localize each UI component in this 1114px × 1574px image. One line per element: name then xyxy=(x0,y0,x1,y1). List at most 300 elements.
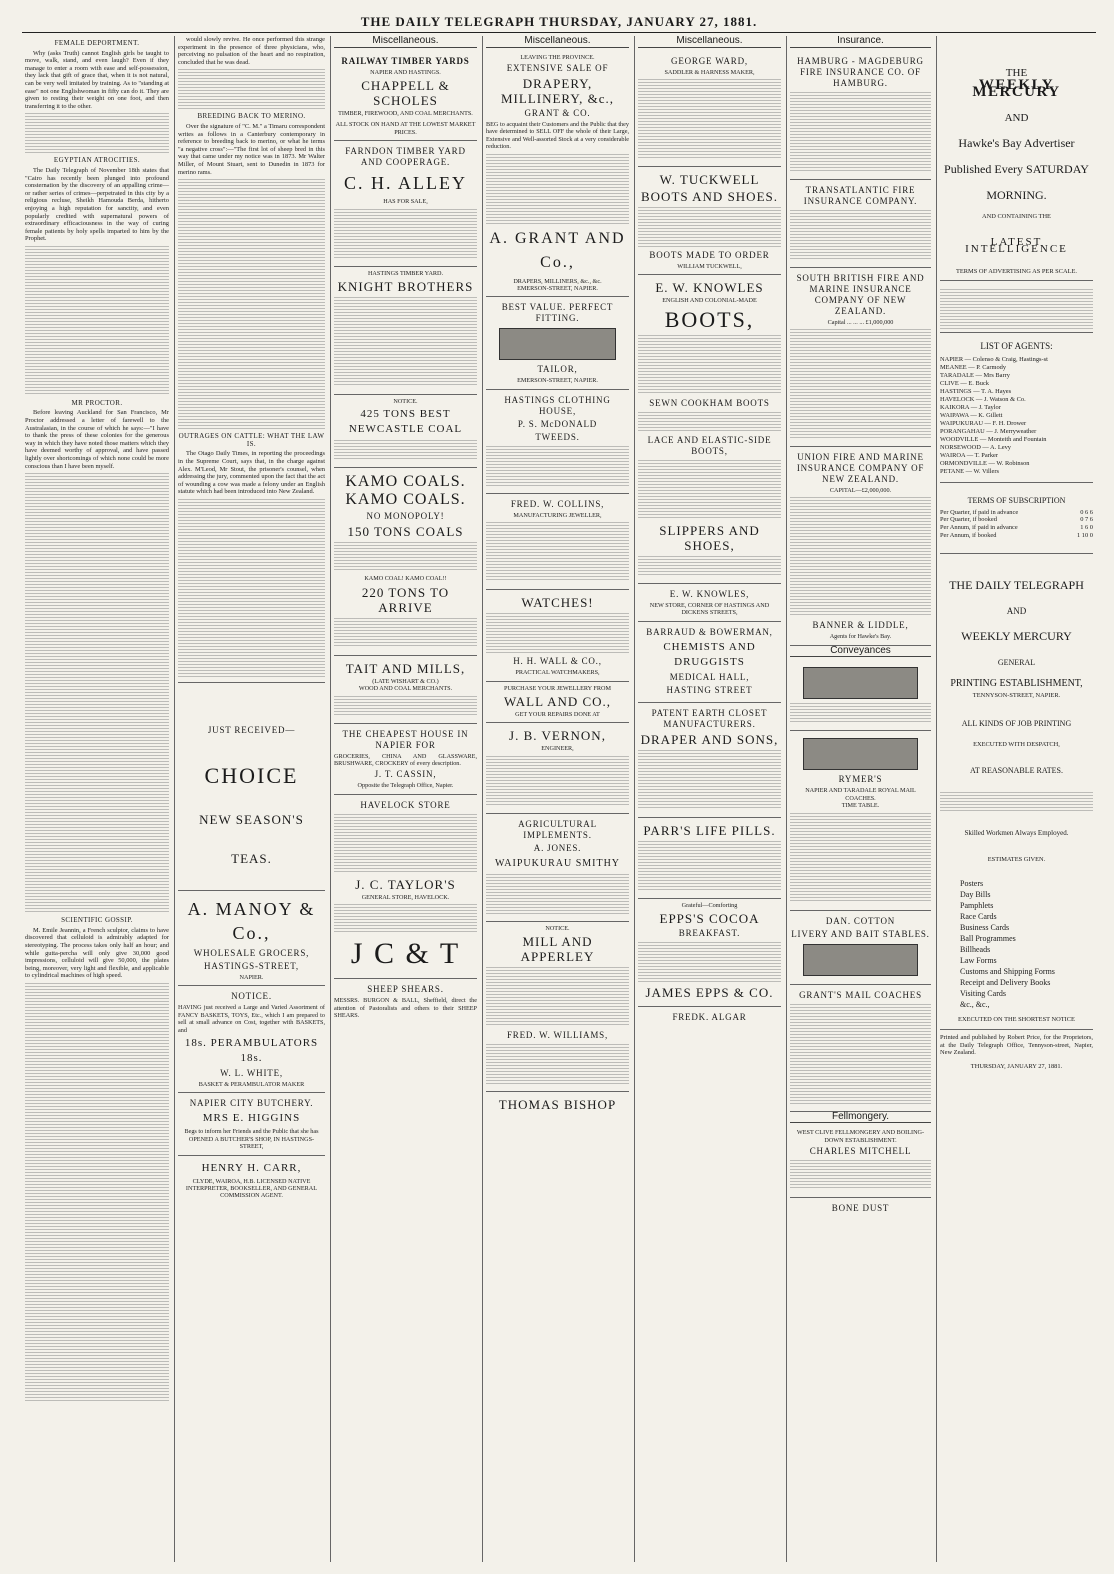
bishop-name: THOMAS BISHOP xyxy=(498,1097,617,1113)
text-filler xyxy=(790,1004,931,1104)
breeding-heading: BREEDING BACK TO MERINO. xyxy=(197,112,306,121)
print-item: Billheads xyxy=(960,944,991,954)
print-item: Pamphlets xyxy=(960,900,994,910)
text-filler xyxy=(638,79,781,159)
column-2 xyxy=(174,36,328,1562)
the-word: THE xyxy=(1005,67,1028,79)
text-filler xyxy=(486,613,629,653)
banner-name: BANNER & LIDDLE, xyxy=(812,620,909,631)
chappell-name: CHAPPELL & SCHOLES xyxy=(361,78,450,108)
text-filler xyxy=(334,209,477,259)
text-filler xyxy=(25,473,169,913)
text-filler xyxy=(334,542,477,572)
butchery-ad xyxy=(178,1093,325,1155)
watches-title: WATCHES! xyxy=(521,595,594,611)
dt-and: AND xyxy=(1006,605,1027,616)
column-1 xyxy=(22,36,172,1562)
bus-engraving xyxy=(803,944,918,976)
carr-text: CLYDE, WAIROA, H.B. LICENSED NATIVE INTERPRETER, BOOKSELLER, AND GENERAL COMMISSION AGENT. xyxy=(185,1177,318,1200)
agent-entry: WAIPAWA — K. Gillett xyxy=(940,412,1003,420)
clothing-title: HASTINGS CLOTHING HOUSE, xyxy=(504,394,611,416)
print-item: Day Bills xyxy=(960,889,991,899)
tailor-address: EMERSON-STREET, NAPIER. xyxy=(517,377,598,385)
section-miscellaneous-2: Miscellaneous. xyxy=(486,36,629,48)
printing-address: TENNYSON-STREET, NAPIER. xyxy=(972,692,1061,700)
tait-desc: WOOD AND COAL MERCHANTS. xyxy=(358,685,453,693)
patent-title: PATENT EARTH CLOSET MANUFACTURERS. xyxy=(651,707,768,729)
section-fellmongery: Fellmongery. xyxy=(790,1112,931,1124)
cheapest-ad xyxy=(334,724,477,795)
agents-heading: LIST OF AGENTS: xyxy=(980,340,1053,351)
tailor-title: TAILOR, xyxy=(537,364,578,375)
transatlantic-ad xyxy=(790,180,931,268)
female-deportment-heading: FEMALE DEPORTMENT. xyxy=(54,39,140,47)
agric-ad xyxy=(486,814,629,922)
knowles2-ad xyxy=(638,584,781,622)
parr-title: PARR'S LIFE PILLS. xyxy=(643,822,776,838)
text-filler xyxy=(334,814,477,874)
rymer-ad xyxy=(790,731,931,910)
text-filler xyxy=(638,750,781,810)
railway-sub: NAPIER AND HASTINGS. xyxy=(370,68,441,76)
macdonald-name: P. S. McDONALD xyxy=(517,418,598,429)
subscription-term: Per Quarter, if paid in advance xyxy=(940,508,1019,516)
manoy-desc: WHOLESALE GROCERS, xyxy=(193,947,310,958)
knowles-name: E. W. KNOWLES xyxy=(655,280,764,296)
tuckwell-name: WILLIAM TUCKWELL, xyxy=(677,263,742,270)
chappell-desc: TIMBER, FIREWOOD, AND COAL MERCHANTS. xyxy=(338,110,473,117)
print-item: Visiting Cards xyxy=(960,988,1006,998)
print-item: Receipt and Delivery Books xyxy=(960,977,1051,987)
knowles2-name: E. W. KNOWLES, xyxy=(669,588,750,599)
agent-entry: NAPIER — Colenso & Craig, Hastings-st xyxy=(940,356,1048,364)
coach-engraving xyxy=(803,667,918,699)
text-filler xyxy=(486,522,629,582)
west-clive-title: WEST CLIVE FELLMONGERY AND BOILING-DOWN ESTABLISHMENT. xyxy=(796,1129,925,1144)
text-filler xyxy=(486,1044,629,1084)
agrant-name: A. GRANT AND Co., xyxy=(489,229,626,271)
weekly-mercury-block xyxy=(940,67,1093,281)
notice-heading: NOTICE. xyxy=(231,991,272,1002)
williams-name: FRED. W. WILLIAMS, xyxy=(507,1030,608,1041)
grant-name: GRANT & CO. xyxy=(524,108,591,118)
transatlantic-title: TRANSATLANTIC FIRE INSURANCE COMPANY. xyxy=(803,184,918,206)
sewn-cookham: SEWN COOKHAM BOOTS xyxy=(649,397,770,408)
tait-name: TAIT AND MILLS, xyxy=(345,660,466,676)
scientific-text: M. Emile Jeannin, a French sculptor, claims to have discovered that celluloid is admirably adapted for stereotyping. The process takes only half an hour; and while gutta-percha will only give 30,000 good impressions, celluloid will give 50,000, the plates being, moreover, very light and flexible, and applicable to cylindrical machines of high speed. xyxy=(25,926,169,980)
morning-word: MORNING. xyxy=(986,187,1047,202)
south-british-ad xyxy=(790,268,931,447)
drapery-title: DRAPERY, MILLINERY, &c., xyxy=(501,76,614,106)
coal-ad xyxy=(334,395,477,468)
collins-name: FRED. W. COLLINS, xyxy=(510,498,605,509)
continued-text: would slowly revive. He once performed this strange experiment in the presence of three physicians, who, perceiving no pulsation of the heart and no respiration, concluded that he was dead. xyxy=(178,36,325,66)
manoy-ad xyxy=(178,891,325,986)
agent-entry: MEANEE — P. Carmody xyxy=(940,364,1007,372)
orchard-ad xyxy=(790,660,931,731)
teas-choice: CHOICE xyxy=(204,762,299,788)
text-filler xyxy=(334,618,477,648)
union-capital: CAPITAL—£2,000,000. xyxy=(829,487,892,494)
latest-intelligence: LATEST INTELLIGENCE xyxy=(965,235,1068,256)
cotton-name: DAN. COTTON xyxy=(825,915,896,926)
bone-dust-ad xyxy=(790,1198,931,1220)
mill-name: MILL AND APPERLEY xyxy=(520,934,595,965)
knight-ad xyxy=(334,267,477,395)
text-filler xyxy=(178,499,325,679)
notice-heading-2: NOTICE. xyxy=(393,398,418,406)
dt-weekly: WEEKLY MERCURY xyxy=(961,629,1072,644)
print-item: Posters xyxy=(960,878,984,888)
general-word: GENERAL xyxy=(997,657,1036,667)
notice-heading-3: NOTICE. xyxy=(545,924,570,932)
subscription-price: 1 10 0 xyxy=(1077,531,1093,539)
knight-name: KNIGHT BROTHERS xyxy=(337,279,474,295)
containing-line: AND CONTAINING THE xyxy=(982,213,1051,221)
outrages-heading: OUTRAGES ON CATTLE: WHAT THE LAW IS. xyxy=(178,432,325,448)
stock-line: ALL STOCK ON HAND AT THE LOWEST MARKET PRICES. xyxy=(335,121,476,136)
ward-desc: SADDLER & HARNESS MAKER, xyxy=(664,68,755,76)
west-clive-ad xyxy=(790,1126,931,1198)
kamo-ad xyxy=(334,468,477,655)
hasting-street: HASTING STREET xyxy=(666,684,753,695)
leaving-province: LEAVING THE PROVINCE. xyxy=(520,53,595,61)
subscription-row xyxy=(940,509,1093,517)
text-filler xyxy=(638,556,781,576)
proctor-heading: MR PROCTOR. xyxy=(71,398,123,407)
mitchell-name: CHARLES MITCHELL xyxy=(809,1146,912,1157)
manoy-name: A. MANOY & Co., xyxy=(187,898,316,943)
sheep-title: SHEEP SHEARS. xyxy=(367,984,444,995)
text-filler xyxy=(790,329,931,439)
grant-coach-title: GRANT'S MAIL COACHES xyxy=(799,989,922,1000)
agent-entry: ORMONDVILLE — W. Robinson xyxy=(940,460,1030,468)
perambulators-line: 18s. PERAMBULATORS 18s. xyxy=(184,1036,319,1064)
text-filler xyxy=(638,460,781,520)
text-filler xyxy=(790,210,931,260)
banner-sub: Agents for Hawke's Bay. xyxy=(829,633,892,641)
text-filler xyxy=(790,703,931,723)
text-filler xyxy=(790,813,931,903)
tailor-engraving xyxy=(499,328,615,360)
agrant-address: EMERSON-STREET, NAPIER. xyxy=(517,285,598,293)
union-ad xyxy=(790,447,931,646)
chemists-title: CHEMISTS AND DRUGGISTS xyxy=(663,640,756,668)
subscription-heading: TERMS OF SUBSCRIPTION xyxy=(967,496,1066,506)
farndon-ad xyxy=(334,141,477,266)
teas-new-season: NEW SEASON'S xyxy=(199,811,304,827)
tait-ad xyxy=(334,656,477,724)
text-filler xyxy=(486,874,629,914)
agent-entry: WAIROA — T. Parker xyxy=(940,452,998,460)
taylor-sub: GENERAL STORE, HAVELOCK. xyxy=(361,893,450,901)
tons-425: 425 TONS BEST NEWCASTLE COAL xyxy=(348,408,463,436)
subscription-price: 0 6 6 xyxy=(1080,508,1093,516)
wall-desc: PRACTICAL WATCHMAKERS, xyxy=(515,669,600,677)
reasonable-rates: AT REASONABLE RATES. xyxy=(970,765,1063,775)
female-deportment-text: Why (asks Truth) cannot English girls be taught to move, walk, stand, and even laugh? Even if they manage to enter a room with ease and self-possession, they lack that gift of grace that, when it is not natural, can be very well imitated by training. As to "standing at ease" not one Englishwoman in fifty can do it. They are given to resting their weight on one foot, and then transferring it to the other. xyxy=(25,49,169,110)
higgins-name: MRS E. HIGGINS xyxy=(202,1112,301,1125)
subscription-term: Per Annum, if paid in advance xyxy=(940,523,1018,531)
jones-name: A. JONES. xyxy=(533,842,582,853)
text-filler xyxy=(334,297,477,387)
text-filler xyxy=(25,246,169,396)
hastings-timber: HASTINGS TIMBER YARD. xyxy=(367,269,444,277)
agent-entry: WOODVILLE — Monteith and Fountain xyxy=(940,436,1047,444)
collins-desc: MANUFACTURING JEWELLER, xyxy=(513,511,602,519)
agents-list xyxy=(940,356,1093,476)
text-filler xyxy=(486,446,629,486)
clothing-ad xyxy=(486,390,629,494)
egyptian-heading: EGYPTIAN ATROCITIES. xyxy=(53,156,141,165)
imprint-text: Printed and published by Robert Price, for the Proprietors, at the Daily Telegraph Office, Tennyson-street, Napier, New Zealand. xyxy=(940,1029,1093,1057)
taylor-name: J. C. TAYLOR'S xyxy=(355,876,456,892)
epps-cocoa: EPPS'S COCOA xyxy=(659,911,760,927)
no-monopoly: NO MONOPOLY! xyxy=(366,511,445,522)
job-printing: ALL KINDS OF JOB PRINTING xyxy=(961,718,1072,728)
agent-entry: PORANGAHAU — J. Merryweather xyxy=(940,428,1037,436)
masthead xyxy=(22,14,1096,33)
barraud-ad xyxy=(638,622,781,703)
time-table: TIME TABLE. xyxy=(841,802,880,810)
subscription-row xyxy=(940,516,1093,524)
medical-hall: MEDICAL HALL, xyxy=(669,671,750,682)
tait-sub: (LATE WISHART & CO.) xyxy=(372,677,439,685)
despatch-line: EXECUTED WITH DESPATCH, xyxy=(973,741,1060,749)
subscription-table xyxy=(940,509,1093,539)
text-filler xyxy=(334,440,477,460)
column-5 xyxy=(634,36,784,1562)
column-4 xyxy=(482,36,632,1562)
vernon-name: J. B. VERNON, xyxy=(509,728,606,744)
rymer-name: RYMER'S xyxy=(838,774,883,785)
agent-entry: PETANE — W. Villers xyxy=(940,468,999,476)
agent-entry: WAIPUKURAU — F. H. Drower xyxy=(940,420,1027,428)
alley-sub: HAS FOR SALE, xyxy=(383,198,428,206)
tons-150: 150 TONS COALS xyxy=(347,524,464,540)
cassin-sub: Opposite the Telegraph Office, Napier. xyxy=(357,782,454,790)
coach-engraving-2 xyxy=(803,738,918,770)
baskets-ad xyxy=(178,986,325,1093)
breakfast: BREAKFAST. xyxy=(678,928,741,939)
and-word: AND xyxy=(1004,111,1029,124)
tweeds: TWEEDS. xyxy=(535,431,580,442)
grant-text: BEG to acquaint their Customers and the Public that they have determined to SELL OFF the whole of their Large, Extensive and Well-assorted Stock at a very considerable reduction. xyxy=(486,121,629,151)
rymer-sub: NAPIER AND TARADALE ROYAL MAIL COACHES. xyxy=(805,787,916,802)
purchase-ad xyxy=(486,682,629,724)
sheep-text: MESSRS. BURGON & BALL, Sheffield, direct the attention of Pastoralists and others to their SHEEP SHEARS. xyxy=(334,997,477,1020)
watches-ad xyxy=(486,590,629,681)
text-filler xyxy=(790,92,931,172)
text-filler xyxy=(334,696,477,716)
subscription-price: 0 7 6 xyxy=(1080,516,1093,524)
text-filler xyxy=(486,756,629,806)
wall2-name: WALL AND CO., xyxy=(503,694,612,710)
text-filler xyxy=(178,179,325,429)
white-name: W. L. WHITE, xyxy=(220,1067,283,1078)
cheapest-title: THE CHEAPEST HOUSE IN NAPIER FOR xyxy=(342,728,469,750)
advertiser-title: Hawke's Bay Advertiser xyxy=(958,136,1075,151)
outrages-text: The Otago Daily Times, in reporting the proceedings in the Supreme Court, says that, in the charge against Alex. M'Leod, Mr Stout, the prisoner's counsel, when addressing the jury, commented upon the fact that the act of wounding a cow was made a felony under an English statute which had been introduced into New Zealand. xyxy=(178,450,325,496)
text-filler xyxy=(486,154,629,224)
agent-entry: NORSEWOOD — A. Levy xyxy=(940,444,1012,452)
havelock-title: HAVELOCK STORE xyxy=(360,799,451,810)
manoy-town: NAPIER. xyxy=(239,973,264,981)
print-item: Business Cards xyxy=(960,922,1010,932)
text-filler xyxy=(25,113,169,153)
kamo-coal: KAMO COAL! KAMO COAL!! xyxy=(364,575,447,583)
waipukurau-title: WAIPUKURAU SMITHY xyxy=(494,857,621,869)
tailor-ad xyxy=(486,297,629,389)
print-item: &c., &c., xyxy=(960,999,990,1009)
subscription-row xyxy=(940,524,1093,532)
text-filler xyxy=(178,69,325,109)
barraud-name: BARRAUD & BOWERMAN, xyxy=(646,626,773,637)
print-item: Ball Programmes xyxy=(960,933,1016,943)
skilled-line: Skilled Workmen Always Employed. xyxy=(964,829,1069,838)
published-line: Published Every SATURDAY xyxy=(944,161,1089,176)
text-filler xyxy=(638,841,781,891)
print-item: Customs and Shipping Forms xyxy=(960,966,1055,976)
knowles2-address: NEW STORE, CORNER OF HASTINGS AND DICKENS STREETS, xyxy=(649,601,770,617)
extensive-sale: EXTENSIVE SALE OF xyxy=(506,63,609,73)
parr-ad xyxy=(638,818,781,899)
text-filler xyxy=(940,792,1093,812)
masthead-title: THE DAILY TELEGRAPH THURSDAY, JANUARY 27, 1881. xyxy=(360,14,758,29)
boots-made-to-order: BOOTS MADE TO ORDER xyxy=(649,250,770,260)
text-filler xyxy=(638,942,781,982)
tons-220: 220 TONS TO ARRIVE xyxy=(361,584,450,615)
section-conveyances: Conveyances xyxy=(790,646,931,658)
proctor-text: Before leaving Auckland for San Francisco, Mr Proctor addressed a letter of farewell to the Australasian, in the course of which he says:—"I have to thank the press of these colonies for the generous way in which they have noted those matters which they have deemed worthy of approval, and have passed lightly over shortcomings of which none could be more conscious than I have been myself. xyxy=(25,409,169,470)
mill-ad xyxy=(486,922,629,1092)
estimates-line: ESTIMATES GIVEN. xyxy=(987,856,1046,864)
carr-name: HENRY H. CARR, xyxy=(201,1161,302,1174)
text-filler xyxy=(638,412,781,432)
scientific-heading: SCIENTIFIC GOSSIP. xyxy=(61,916,133,925)
manoy-address: HASTINGS-STREET, xyxy=(204,960,299,971)
algar-ad xyxy=(638,1007,781,1029)
text-filler xyxy=(638,207,781,247)
boots-title: BOOTS, xyxy=(664,306,755,332)
subscription-term: Per Annum, if booked xyxy=(940,531,997,539)
capital-line: Capital ... ... ... £1,000,000 xyxy=(827,318,894,326)
grant-coach-ad xyxy=(790,985,931,1112)
weekly-mercury-title: WEEKLY MERCURY xyxy=(972,76,1061,101)
section-miscellaneous: Miscellaneous. xyxy=(334,36,477,48)
breeding-text: Over the signature of "C. M." a Timaru correspondent writes as follows in a Canterbury contemporary in reference to breeding back to merino, or what he terms "a negative cross":—"The first lot of sheep bred in this way that came under my notice was in 1873. Mr Walter Miller, of Mount Stuart, sent to Dunedin in 1873 for merino rams. xyxy=(178,122,325,176)
column-3 xyxy=(330,36,480,1562)
egyptian-text: The Daily Telegraph of November 18th states that "Cairo has recently been plunged into profound consternation by the discovery of an appalling crime—or rather series of crimes—perpetrated in this city by a religious recluse, Sheikh Hamouda Berda, hitherto enjoying a high reputation for sanctity, and even popularly credited with supernatural powers of extraordinary efficaciousness in the way of curing female patients by holy spells imparted to him by the Prophet. xyxy=(25,166,169,243)
section-miscellaneous-3: Miscellaneous. xyxy=(638,36,781,48)
cotton-ad xyxy=(790,911,931,985)
executed-line: EXECUTED ON THE SHORTEST NOTICE xyxy=(958,1015,1075,1023)
print-items-list xyxy=(940,878,1093,1010)
cassin-name: J. T. CASSIN, xyxy=(374,769,437,780)
teas-just-received: JUST RECEIVED— xyxy=(207,724,296,735)
higgins-text: Begs to inform her Friends and the Public that she has OPENED A BUTCHER'S SHOP, IN HASTINGS-STREET, xyxy=(184,1128,319,1151)
print-item: Race Cards xyxy=(960,911,997,921)
section-insurance: Insurance. xyxy=(790,36,931,48)
agents-block xyxy=(940,332,1093,477)
bishop-ad xyxy=(486,1092,629,1118)
grateful: Grateful—Comforting xyxy=(681,901,738,909)
text-filler xyxy=(638,335,781,395)
draper-ad xyxy=(638,703,781,818)
livery-title: LIVERY AND BAIT STABLES. xyxy=(791,928,930,939)
railway-title: RAILWAY TIMBER YARDS xyxy=(341,55,470,66)
column-7 xyxy=(936,36,1096,1562)
agent-entry: HAVELOCK — J. Watson & Co. xyxy=(940,396,1026,404)
boots-shoes: BOOTS AND SHOES. xyxy=(641,189,778,204)
butchery-heading: NAPIER CITY BUTCHERY. xyxy=(189,1098,314,1109)
subscription-price: 1 6 0 xyxy=(1080,523,1093,531)
tuckwell-title: W. TUCKWELL xyxy=(659,172,760,187)
railway-ad xyxy=(334,51,477,142)
white-desc: BASKET & PERAMBULATOR MAKER xyxy=(198,1080,305,1088)
notice-text: HAVING just received a Large and Varied Assortment of FANCY BASKETS, TOYS, Etc., which I am prepared to sell at small advance on Cost, together with BASKETS, and xyxy=(178,1004,325,1034)
havelock-ad xyxy=(334,795,477,979)
algar-name: FREDK. ALGAR xyxy=(672,1012,747,1023)
carr-ad xyxy=(178,1156,325,1204)
printing-title: PRINTING ESTABLISHMENT, xyxy=(950,678,1083,690)
epps-name: JAMES EPPS & CO. xyxy=(645,985,774,1001)
text-filler xyxy=(790,1160,931,1190)
collins-ad xyxy=(486,494,629,590)
grant-sale-ad xyxy=(486,51,629,298)
imprint-date: THURSDAY, JANUARY 27, 1881. xyxy=(970,1063,1063,1070)
tuckwell-ad xyxy=(638,167,781,275)
vernon-ad xyxy=(486,723,629,813)
agent-entry: KAIKORA — J. Taylor xyxy=(940,404,1001,412)
draper-name: DRAPER AND SONS, xyxy=(640,731,779,747)
kamo-title: KAMO COALS. KAMO COALS. xyxy=(345,473,466,509)
agent-entry: CLIVE — E. Buck xyxy=(940,380,989,388)
alley-name: C. H. ALLEY xyxy=(344,173,467,194)
sheep-ad xyxy=(334,979,477,1023)
knowles-sub: ENGLISH AND COLONIAL-MADE xyxy=(662,297,757,305)
union-title: UNION FIRE AND MARINE INSURANCE COMPANY OF NEW ZEALAND. xyxy=(796,452,925,484)
print-item: Law Forms xyxy=(960,955,997,965)
south-british-title: SOUTH BRITISH FIRE AND MARINE INSURANCE COMPANY OF NEW ZEALAND. xyxy=(796,272,925,316)
epps-ad xyxy=(638,899,781,1007)
farndon-title: FARNDON TIMBER YARD AND COOPERAGE. xyxy=(345,146,466,168)
text-filler xyxy=(25,983,169,1403)
text-filler xyxy=(334,904,477,934)
terms-advertising: TERMS OF ADVERTISING AS PER SCALE. xyxy=(940,268,1093,281)
hamburg-title: HAMBURG - MAGDEBURG FIRE INSURANCE CO. OF HAMBURG. xyxy=(797,55,924,88)
hamburg-ad xyxy=(790,51,931,180)
jct-monogram: J C & T xyxy=(350,937,461,971)
wall-name: H. H. WALL & CO., xyxy=(513,656,602,667)
subscription-row xyxy=(940,532,1093,540)
text-filler xyxy=(486,967,629,1027)
vernon-desc: ENGINEER, xyxy=(541,745,574,753)
dt-title: THE DAILY TELEGRAPH xyxy=(949,578,1084,593)
cheapest-items: GROCERIES, CHINA AND GLASSWARE, BRUSHWARE, CROCKERY of every description. xyxy=(334,752,477,768)
agrant-desc: DRAPERS, MILLINERS, &c., &c. xyxy=(513,277,602,285)
agent-entry: TARADALE — Mrs Barry xyxy=(940,372,1010,380)
text-filler xyxy=(790,497,931,617)
lace-boots: LACE AND ELASTIC-SIDE BOOTS, xyxy=(647,434,772,456)
teas-title: TEAS. xyxy=(231,850,272,866)
ward-name: GEORGE WARD, xyxy=(671,55,748,66)
repairs-title: GET YOUR REPAIRS DONE AT xyxy=(515,711,600,719)
text-filler xyxy=(940,289,1093,329)
bone-dust-title: BONE DUST xyxy=(831,1203,890,1214)
subscription-block xyxy=(940,482,1093,539)
purchase-title: PURCHASE YOUR JEWELLERY FROM xyxy=(504,684,611,692)
